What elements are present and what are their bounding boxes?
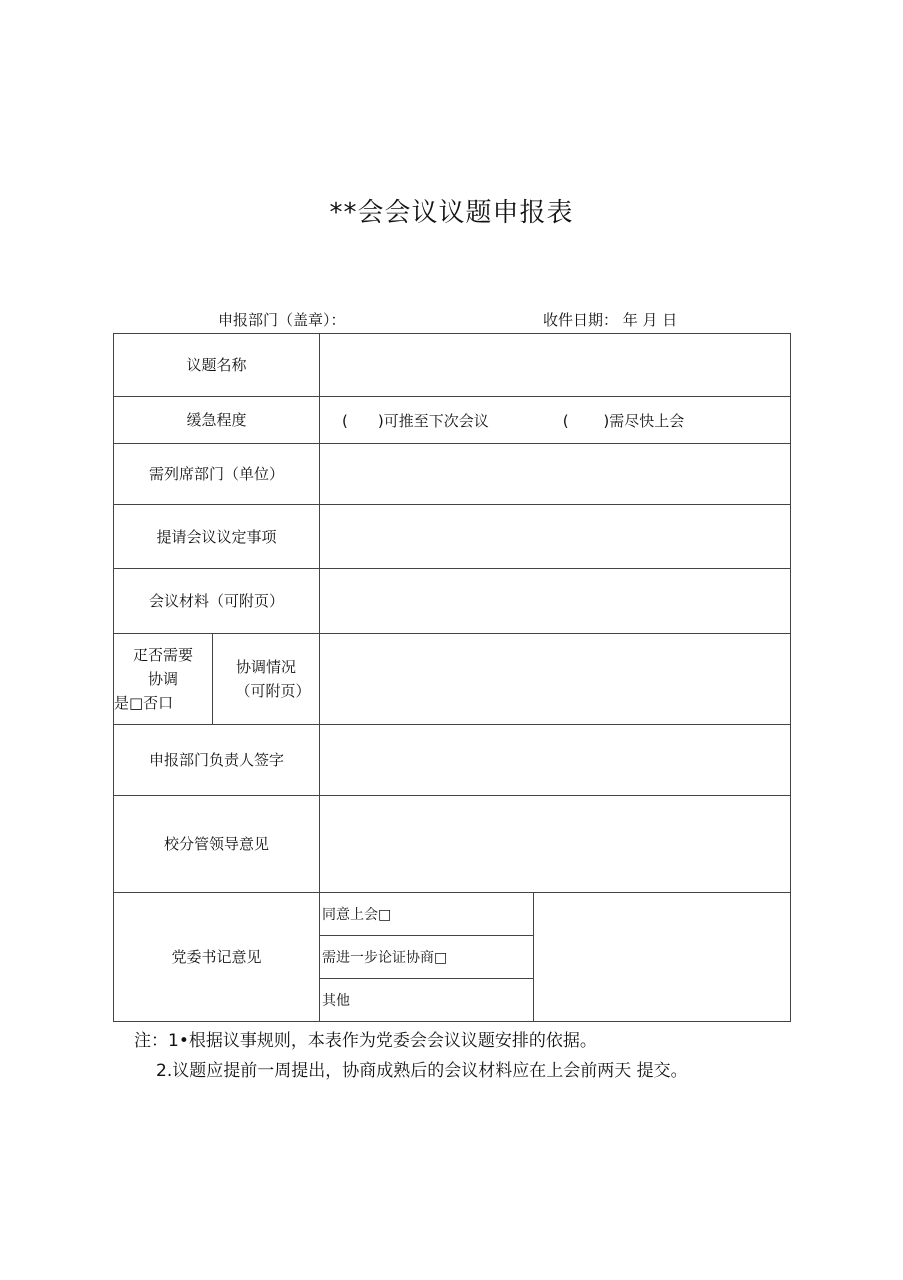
- coord-need-line1: 疋否需要: [132, 646, 193, 664]
- leader-opinion-field[interactable]: [320, 796, 791, 893]
- coord-situation-cell: [213, 634, 320, 725]
- option-other[interactable]: 其他: [320, 979, 534, 1022]
- urgency-option-asap[interactable]: ( )需尽快上会: [562, 411, 685, 430]
- matters-field[interactable]: [320, 505, 791, 569]
- secretary-opinion-label: 党委书记意见: [114, 893, 320, 1022]
- date-label: 收件日期： 年 月 日: [543, 311, 678, 329]
- application-form-table: [113, 333, 791, 1022]
- matters-label: 提请会议议定事项: [114, 505, 320, 569]
- coord-situation-line1: 协调情况: [236, 658, 297, 676]
- topic-name-label: 议题名称: [114, 334, 320, 397]
- urgency-label: 缓急程度: [114, 397, 320, 444]
- urgency-option-next-meeting[interactable]: ( )可推至下次会议: [342, 411, 489, 430]
- coord-need-cell: [114, 634, 213, 725]
- coord-need-line2: 协调: [147, 670, 178, 688]
- page-title: **会会议议题申报表: [329, 198, 574, 228]
- coord-situation-field[interactable]: [320, 634, 791, 725]
- option-agree[interactable]: 同意上会□: [320, 893, 534, 936]
- topic-name-field[interactable]: [320, 334, 791, 397]
- note-2: 2.议题应提前一周提出，协商成熟后的会议材料应在上会前两天 提交。: [156, 1061, 688, 1081]
- dept-label: 申报部门（盖章）：: [218, 311, 346, 329]
- notes: [134, 1026, 688, 1086]
- attend-depts-field[interactable]: [320, 444, 791, 505]
- secretary-opinion-field[interactable]: [534, 893, 791, 1022]
- materials-field[interactable]: [320, 569, 791, 634]
- leader-opinion-label: 校分管领导意见: [114, 796, 320, 893]
- coord-yes-no[interactable]: 是□否口: [114, 694, 174, 712]
- dept-head-sign-field[interactable]: [320, 725, 791, 796]
- attend-depts-label: 需列席部门（单位）: [114, 444, 320, 505]
- option-further-discussion[interactable]: 需进一步论证协商□: [320, 936, 534, 979]
- coord-situation-line2: （可附页）: [235, 682, 311, 700]
- materials-label: 会议材料（可附页）: [114, 569, 320, 634]
- dept-head-sign-label: 申报部门负责人签字: [114, 725, 320, 796]
- urgency-field: [320, 397, 791, 444]
- note-1: 注：1•根据议事规则，本表作为党委会会议议题安排的依据。: [134, 1031, 597, 1051]
